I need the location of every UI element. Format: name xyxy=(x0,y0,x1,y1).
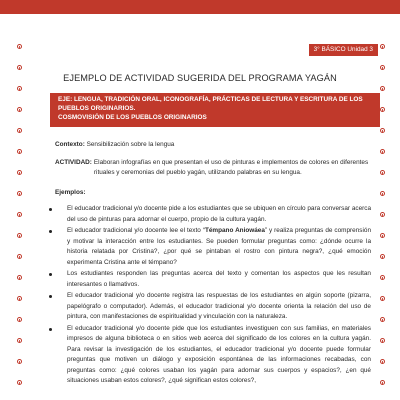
eje-line-1: EJE: LENGUA, TRADICIÓN ORAL, ICONOGRAFÍA, PRÁCTICAS DE LECTURA Y ESCRITURA DE LOS PUEBLOS ORIGINARIOS. xyxy=(58,96,363,112)
border-dot xyxy=(380,296,385,301)
border-dot xyxy=(380,254,385,259)
border-dot xyxy=(17,65,22,70)
border-dot xyxy=(17,359,22,364)
border-dot xyxy=(380,338,385,343)
border-dot xyxy=(380,380,385,385)
border-dot xyxy=(380,317,385,322)
border-dot xyxy=(380,212,385,217)
context-label: Contexto: xyxy=(55,141,85,148)
border-dot xyxy=(380,191,385,196)
border-dot xyxy=(17,149,22,154)
activity-label: ACTIVIDAD: xyxy=(55,158,92,166)
border-dot xyxy=(17,338,22,343)
border-dot xyxy=(17,275,22,280)
activity-text: Elaboran infografías en que presentan el uso de pinturas e implementos de colores en diferentes rituales y ceremonias del pueblo yagán, utilizando palabras en su lengua. xyxy=(93,158,369,176)
border-dot xyxy=(380,86,385,91)
eje-line-2: COSMOVISIÓN DE LOS PUEBLOS ORIGINARIOS xyxy=(58,114,207,121)
border-dot xyxy=(17,317,22,322)
document-title: EJEMPLO DE ACTIVIDAD SUGERIDA DEL PROGRAMA YAGÁN xyxy=(63,73,337,83)
context-text: Sensibilización sobre la lengua xyxy=(86,141,175,148)
bullet2-pre: El educador tradicional y/o docente lee el texto “ xyxy=(67,227,205,234)
border-dot xyxy=(17,107,22,112)
border-dot xyxy=(380,65,385,70)
border-dot xyxy=(380,170,385,175)
border-dot xyxy=(380,128,385,133)
story-title: Témpano Aniowáea xyxy=(204,227,265,234)
border-dot xyxy=(17,380,22,385)
border-dot xyxy=(380,44,385,49)
border-dot xyxy=(380,233,385,238)
border-dot xyxy=(17,86,22,91)
list-item: Los estudiantes responden las preguntas acerca del texto y comentan los aspectos que les resultan interesantes o llamativos. xyxy=(55,269,371,290)
border-dot xyxy=(380,275,385,280)
left-decorative-border xyxy=(15,44,23,400)
list-item: El educador tradicional y/o docente pide que los estudiantes investiguen con sus familias, en materiales impresos de alguna biblioteca o en sitios web acerca del significado de los colores en la cultura yagán. Para revisar la investigación de los estudiantes, el educador tradicional y/o docente puede formular preguntas que motiven un diálogo y exposición espontánea de las informaciones recabadas, con preguntas como: ¿qué colores usaban los yagán para adornar sus cuerpos y espacios?, ¿en qué situaciones usaban estos colores?, ¿qué significan estos colores?, xyxy=(55,324,371,387)
examples-list xyxy=(55,204,371,387)
top-color-band xyxy=(0,0,400,14)
border-dot xyxy=(380,107,385,112)
border-dot xyxy=(17,44,22,49)
border-dot xyxy=(17,191,22,196)
list-item xyxy=(55,226,371,268)
border-dot xyxy=(17,128,22,133)
bullet2-post: ” y realiza preguntas de comprensión y motivar la interacción entre los estudiantes. Se pueden formular preguntas como: ¿dónde ocurre la historia relatada por Cristina?, ¿por qué se pintaban el rostro con pintura negra?, ¿qué emoción experimenta Cristina ante el témpano? xyxy=(67,227,371,266)
border-dot xyxy=(17,233,22,238)
document-body xyxy=(55,140,371,388)
context-line xyxy=(55,140,371,151)
activity-line xyxy=(55,158,371,179)
eje-header-box xyxy=(50,93,380,127)
border-dot xyxy=(380,359,385,364)
border-dot xyxy=(17,212,22,217)
border-dot xyxy=(17,296,22,301)
border-dot xyxy=(380,149,385,154)
examples-label: Ejemplos: xyxy=(55,188,86,196)
grade-unit-badge: 3° BÁSICO Unidad 3 xyxy=(309,44,378,56)
border-dot xyxy=(17,254,22,259)
list-item: El educador tradicional y/o docente pide a los estudiantes que se ubiquen en círculo para conversar acerca del uso de pinturas para adornar el cuerpo, propio de la cultura yagán. xyxy=(55,204,371,225)
list-item: El educador tradicional y/o docente registra las respuestas de los estudiantes en algún soporte (pizarra, papelógrafo o computador). Además, el educador tradicional y/o docente orienta la relación del uso de pintura, con manifestaciones de espiritualidad y vinculación con la naturaleza. xyxy=(55,291,371,323)
border-dot xyxy=(17,170,22,175)
